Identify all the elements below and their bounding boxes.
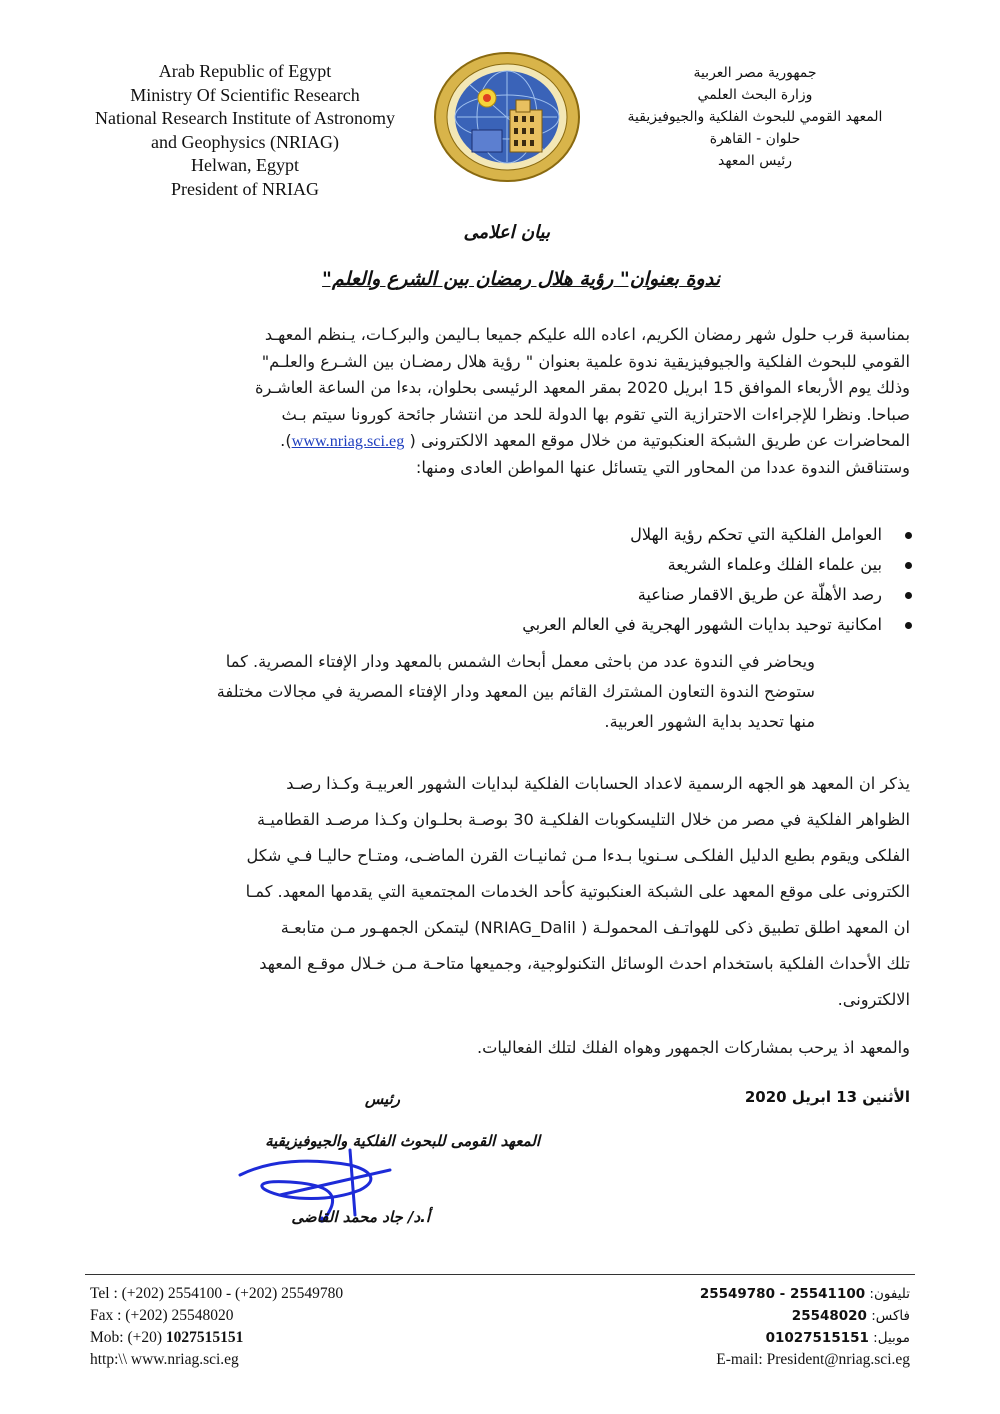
intro-line-text: ). <box>280 431 292 450</box>
footer-english <box>90 1283 450 1371</box>
header-en-line: Ministry Of Scientific Research <box>130 84 360 105</box>
institute-role-paragraph <box>85 766 910 1018</box>
header-en-line: Helwan, Egypt <box>191 155 299 175</box>
intro-line: بمناسبة قرب حلول شهر رمضان الكريم، اعاده الله عليكم جميعا بـاليمن والبركـات، يـنظم المعهـد <box>264 325 910 344</box>
mobile-number: 1027515151 <box>165 1329 244 1346</box>
header-ar-line: وزارة البحث العلمي <box>697 87 813 103</box>
footer-ar-fax <box>600 1305 910 1327</box>
ar-mobile-number: 01027515151 <box>765 1330 869 1346</box>
role-line: الالكترونى. <box>837 990 910 1009</box>
intro-line: وستناقش الندوة عددا من المحاور التي يتسائل عنها المواطن العادى ومنها: <box>415 457 910 477</box>
footer-tel: Tel : (+202) 2554100 - (+202) 25549780 <box>90 1285 344 1302</box>
participation-paragraph <box>95 647 815 737</box>
symposium-title: ندوة بعنوان" رؤية هلال رمضان بين الشرع والعلم" <box>322 268 720 290</box>
footer-website: http:\\ www.nriag.sci.eg <box>90 1351 239 1368</box>
list-item <box>120 580 890 610</box>
header-ar-line: حلوان - القاهرة <box>709 131 801 147</box>
ar-tel-number: 25541100 - 25549780 <box>699 1286 866 1302</box>
topic-text: بين علماء الفلك وعلماء الشريعة <box>667 555 882 574</box>
role-line: ان المعهد اطلق تطبيق ذكى للهواتـف المحمولـة ( NRIAG_Dalil) ليتمكن الجمهـور مـن متابعـة <box>280 918 910 937</box>
topics-list <box>120 520 890 640</box>
footer-mobile <box>90 1327 450 1349</box>
role-line: تلك الأحداث الفلكية باستخدام احدث الوسائل التكنولوجية، وجميعها متاحـة مـن خـلال موقـع المعهد <box>259 954 910 973</box>
footer-divider <box>85 1274 915 1275</box>
footer-fax: Fax : (+202) 25548020 <box>90 1307 234 1324</box>
topic-text: رصد الأهلّة عن طريق الاقمار صناعية <box>637 585 882 604</box>
bullet-icon <box>905 532 912 539</box>
intro-line-with-link <box>100 428 910 455</box>
header-ar-line: رئيس المعهد <box>718 153 792 169</box>
ar-mobile-label: موبيل: <box>868 1330 910 1346</box>
signatory-name: أ.د/ جاد محمد القاضى <box>291 1208 430 1226</box>
participation-line: ويحاضر في الندوة عدد من باحثى معمل أبحاث الشمس بالمعهد ودار الإفتاء المصرية. كما <box>225 652 815 671</box>
header-en-line: and Geophysics (NRIAG) <box>151 131 339 152</box>
ar-fax-label: فاكس: <box>866 1308 910 1324</box>
signatory-title: رئيس <box>364 1090 400 1108</box>
footer-email: E-mail: President@nriag.sci.eg <box>716 1351 910 1368</box>
list-item <box>120 520 890 550</box>
list-item <box>120 550 890 580</box>
role-line: الفلكى ويقوم بطبع الدليل الفلكـى سـنويا بـدءا مـن ثمانيـات القرن الماضـى، ومتـاح حاليـا فـي شكل <box>246 846 910 865</box>
nriag-logo <box>432 50 582 185</box>
header-en-line: National Research Institute of Astronomy <box>95 108 395 128</box>
header-english <box>60 60 430 201</box>
mobile-label: Mob: (+20) <box>90 1329 166 1346</box>
intro-paragraph <box>100 322 910 481</box>
footer-ar-mobile <box>600 1327 910 1349</box>
bullet-icon <box>905 622 912 629</box>
participation-line: ستوضح الندوة التعاون المشترك القائم بين المعهد ودار الإفتاء المصرية في مجالات مختلفة <box>216 682 815 701</box>
statement-title: بيان اعلامى <box>463 222 550 243</box>
ar-fax-number: 25548020 <box>791 1308 867 1324</box>
header-en-line: Arab Republic of Egypt <box>158 61 332 81</box>
participation-line: منها تحديد بداية الشهور العربية. <box>604 712 815 731</box>
footer-ar-tel <box>600 1283 910 1305</box>
role-line: الظواهر الفلكية في مصر من خلال التليسكوبات الفلكيـة 30 بوصـة بحلـوان وكـذا مرصـد القطاميـة <box>257 810 910 829</box>
statement-date: الأثنين 13 ابريل 2020 <box>744 1088 910 1106</box>
footer-arabic <box>600 1283 910 1371</box>
header-ar-line: المعهد القومي للبحوث الفلكية والجيوفيزيقية <box>627 109 883 125</box>
topic-text: العوامل الفلكية التي تحكم رؤية الهلال <box>630 525 882 544</box>
header-en-line: President of NRIAG <box>171 178 319 199</box>
intro-line: القومي للبحوث الفلكية والجيوفيزيقية ندوة علمية بعنوان " رؤية هلال رمضـان بين الشـرع والعلـم" <box>261 351 910 371</box>
list-item <box>120 610 890 640</box>
bullet-icon <box>905 562 912 569</box>
role-line: يذكر ان المعهد هو الجهه الرسمية لاعداد الحسابات الفلكية لبدايات الشهور العربيـة وكـذا رصـد <box>286 774 910 793</box>
header-ar-line: جمهورية مصر العربية <box>693 65 817 81</box>
intro-line: وذلك يوم الأربعاء الموافق 15 ابريل 2020 بمقر المعهد الرئيسى بحلوان، بدءا من الساعة العاشـرة <box>255 378 910 397</box>
role-line: الكترونى على موقع المعهد على الشبكة العنكبوتية كأحد الخدمات المجتمعية التي يقدمها المعهد. كمـا <box>245 882 910 901</box>
website-link[interactable]: www.nriag.sci.eg <box>291 432 405 450</box>
topic-text: امكانية توحيد بدايات الشهور الهجرية في العالم العربي <box>522 615 882 634</box>
ar-tel-label: تليفون: <box>865 1286 910 1302</box>
closing-line: والمعهد اذ يرحب بمشاركات الجمهور وهواه الفلك لتلك الفعاليات. <box>476 1038 910 1057</box>
header-arabic <box>590 62 920 172</box>
intro-line-text: المحاضرات عن طريق الشبكة العنكبوتية من خلال موقع المعهد الالكترونى ( <box>409 431 910 450</box>
bullet-icon <box>905 592 912 599</box>
signatory-institute: المعهد القومى للبحوث الفلكية والجيوفيزيقية <box>265 1132 540 1150</box>
intro-line: صباحا. ونظرا للإجراءات الاحترازية التي تقوم بها الدولة للحد من انتشار جائحة كورونا سيتم بـث <box>281 404 910 424</box>
